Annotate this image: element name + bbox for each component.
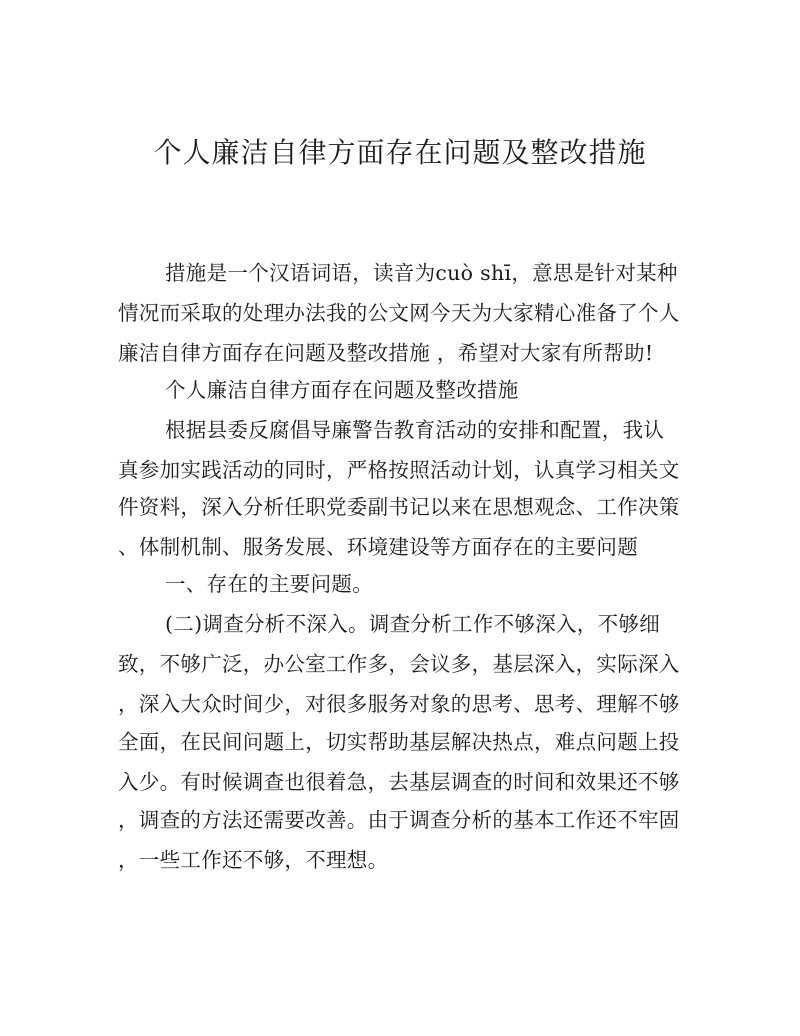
paragraph-line: ，深入大众时间少，对很多服务对象的思考、思考、理解不够 (118, 692, 680, 716)
document-title: 个人廉洁自律方面存在问题及整改措施 (153, 136, 647, 169)
paragraph-line: 情况而采取的处理办法我的公文网今天为大家精心准备了个人 (118, 301, 680, 325)
paragraph-line: 件资料，深入分析任职党委副书记以来在思想观念、工作决策 (118, 495, 680, 519)
paragraph-line: ，一些工作还不够，不理想。 (118, 848, 389, 872)
section-heading-line: 一、存在的主要问题。 (165, 572, 373, 596)
paragraph-line: 全面，在民间问题上，切实帮助基层解决热点，难点问题上投 (118, 730, 680, 754)
paragraph-line: 廉洁自律方面存在问题及整改措施 ，希望对大家有所帮助! (118, 341, 654, 365)
paragraph-line: 措施是一个汉语词语，读音为cuò shī，意思是针对某种 (165, 261, 678, 285)
section-heading-line: 个人廉洁自律方面存在问题及整改措施 (165, 378, 519, 402)
paragraph-line: 根据县委反腐倡导廉警告教育活动的安排和配置，我认 (165, 418, 665, 442)
paragraph-line: 致，不够广泛，办公室工作多，会议多，基层深入，实际深入 (118, 652, 680, 676)
paragraph-line: 入少。有时候调查也很着急，去基层调查的时间和效果还不够 (118, 770, 680, 794)
paragraph-line: 、体制机制、服务发展、环境建设等方面存在的主要问题 (118, 535, 638, 559)
paragraph-line: ，调查的方法还需要改善。由于调查分析的基本工作还不牢固 (118, 808, 680, 832)
paragraph-line: (二)调查分析不深入。调查分析工作不够深入，不够细 (165, 612, 660, 636)
paragraph-line: 真参加实践活动的同时，严格按照活动计划，认真学习相关文 (118, 458, 680, 482)
